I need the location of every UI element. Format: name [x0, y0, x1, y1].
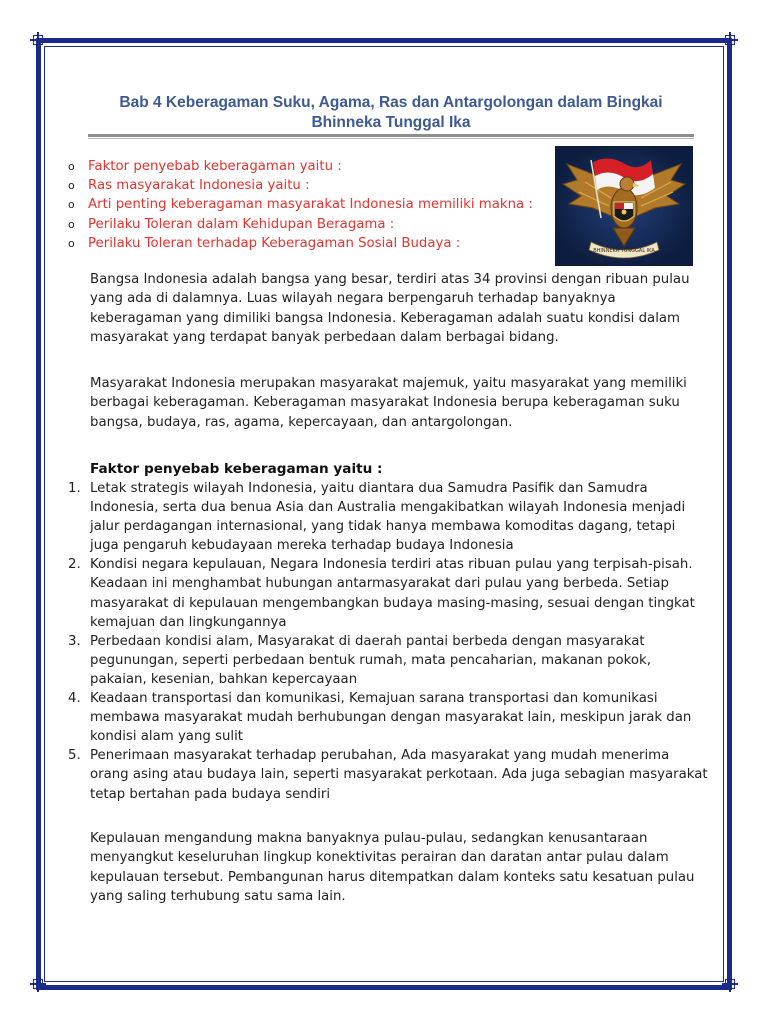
- topic-text: Arti penting keberagaman masyarakat Indonesia memiliki makna :: [88, 197, 533, 213]
- factor-text: Letak strategis wilayah Indonesia, yaitu diantara dua Samudra Pasifik dan Samudra Indonesia, serta dua benua Asia dan Australia mengakibatkan wilayah Indonesia menjadi jalur perdagangan internasional, yang tidak hanya membawa komoditas dagang, tetapi juga pengaruh kebudayaan mereka terhadap budaya Indonesia: [90, 481, 686, 554]
- factor-item: [68, 689, 708, 746]
- page-title-line-2: Bhinneka Tunggal Ika: [311, 114, 471, 131]
- factor-number: 3.: [68, 633, 81, 649]
- factor-number: 4.: [68, 691, 81, 707]
- topic-item: [68, 157, 548, 176]
- bullet-marker: o: [68, 179, 75, 193]
- title-divider: [88, 134, 694, 137]
- factor-number: 2.: [68, 557, 81, 573]
- garuda-pancasila-emblem-icon: [555, 146, 693, 266]
- page-title: [88, 93, 694, 133]
- corner-ornament: [30, 32, 46, 48]
- page-title-line-1: Bab 4 Keberagaman Suku, Agama, Ras dan Antargolongan dalam Bingkai: [119, 94, 663, 111]
- bullet-marker: o: [68, 160, 75, 173]
- topic-item: [68, 176, 548, 195]
- factor-item: [68, 479, 708, 555]
- corner-ornament: [722, 976, 738, 992]
- topic-list: [68, 157, 548, 253]
- topic-text: Ras masyarakat Indonesia yaitu :: [88, 178, 310, 194]
- factor-item: [68, 632, 708, 689]
- title-divider-thin: [88, 138, 694, 139]
- factor-text: Kondisi negara kepulauan, Negara Indonesia terdiri atas ribuan pulau yang terpisah-pisah. Keadaan ini menghambat hubungan antarmasyarakat dari pulau yang berbeda. Setiap masyarakat di kepulauan mengembangkan budaya masing-masing, sesuai dengan tingkat kemajuan dan lingkungannya: [90, 557, 695, 630]
- intro-paragraph: Bangsa Indonesia adalah bangsa yang besar, terdiri atas 34 provinsi dengan ribuan pulau yang ada di dalamnya. Luas wilayah negara berpengaruh terhadap banyaknya keberagaman yang dimiliki bangsa Indonesia. Keberagaman adalah suatu kondisi dalam masyarakat yang terdapat banyak perbedaan dalam berbagai bidang.: [90, 272, 690, 345]
- garuda-illustration: [555, 146, 693, 266]
- factors-list: [68, 479, 708, 804]
- topic-text: Faktor penyebab keberagaman yaitu :: [88, 159, 342, 174]
- topic-text: Perilaku Toleran terhadap Keberagaman Sosial Budaya :: [88, 235, 461, 251]
- corner-ornament: [30, 976, 46, 992]
- topic-item: [68, 234, 548, 253]
- factor-number: 1.: [68, 481, 81, 496]
- factors-heading: Faktor penyebab keberagaman yaitu :: [90, 461, 383, 477]
- factor-number: 5.: [68, 748, 81, 764]
- bullet-marker: o: [68, 198, 75, 212]
- society-paragraph: Masyarakat Indonesia merupakan masyarakat majemuk, yaitu masyarakat yang memiliki berbagai keberagaman. Keberagaman masyarakat Indonesia berupa keberagaman suku bangsa, budaya, ras, agama, kepercayaan, dan antargolongan.: [90, 376, 687, 430]
- emblem-banner-text: BHINNEKA TUNGGAL IKA: [593, 248, 655, 254]
- factor-item: [68, 555, 708, 631]
- corner-ornament: [722, 32, 738, 48]
- bullet-marker: o: [68, 236, 75, 250]
- topic-item: [68, 195, 548, 214]
- factor-text: Perbedaan kondisi alam, Masyarakat di daerah pantai berbeda dengan masyarakat pegunungan, seperti perbedaan bentuk rumah, mata pencaharian, makanan pokok, pakaian, kesenian, bahkan kepercayaan: [90, 633, 651, 687]
- topic-item: [68, 215, 548, 234]
- topic-text: Perilaku Toleran dalam Kehidupan Beragama :: [88, 216, 395, 232]
- factor-text: Keadaan transportasi dan komunikasi, Kemajuan sarana transportasi dan komunikasi membawa masyarakat mudah berhubungan dengan masyarakat lain, meskipun jarak dan kondisi alam yang sulit: [90, 691, 692, 745]
- factor-item: [68, 746, 708, 803]
- factor-text: Penerimaan masyarakat terhadap perubahan, Ada masyarakat yang mudah menerima orang asing atau budaya lain, seperti masyarakat perkotaan. Ada juga sebagian masyarakat tetap bertahan pada budaya sendiri: [90, 748, 708, 802]
- bullet-marker: o: [68, 217, 75, 231]
- archipelago-paragraph: Kepulauan mengandung makna banyaknya pulau-pulau, sedangkan kenusantaraan menyangkut keseluruhan lingkup konektivitas perairan dan daratan antar pulau dalam kepulauan tersebut. Pembangunan harus ditempatkan dalam konteks satu kesatuan pulau yang saling terhubung satu sama lain.: [90, 831, 695, 904]
